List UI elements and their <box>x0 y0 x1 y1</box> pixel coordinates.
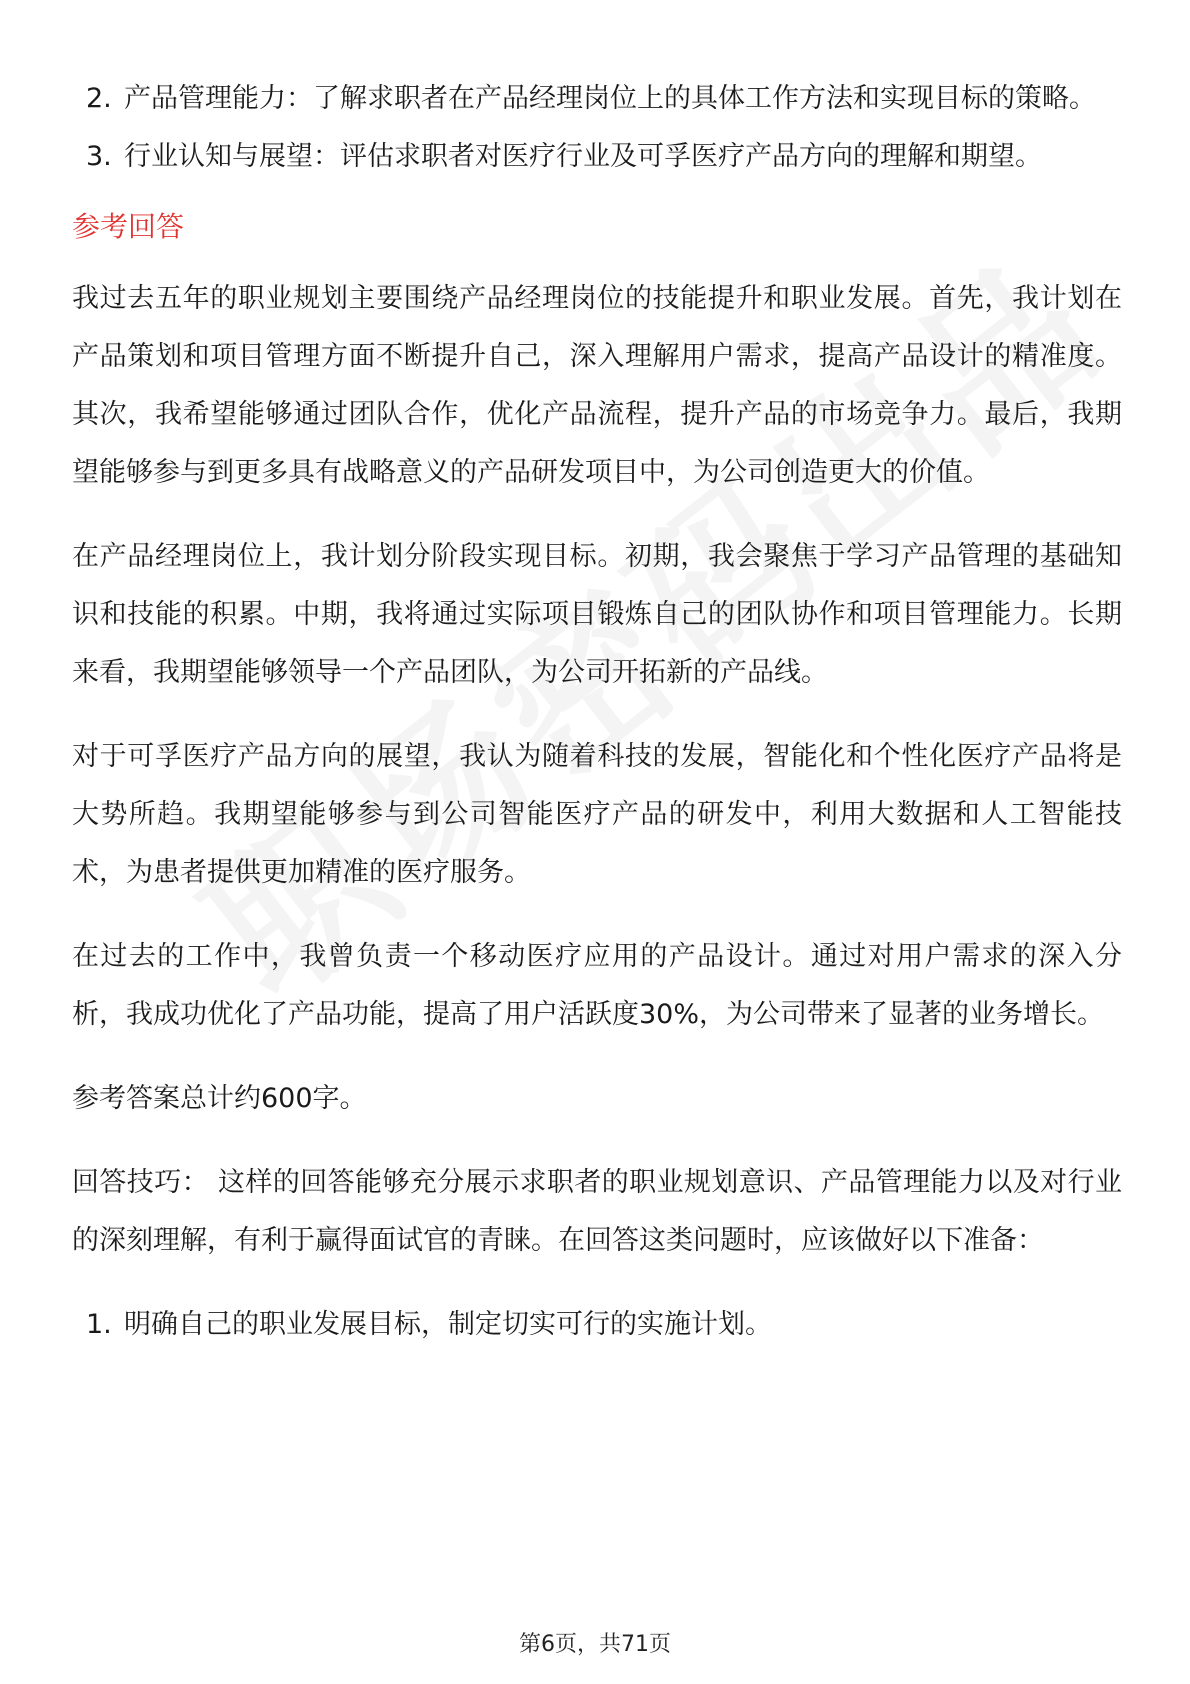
answer-paragraph: 在产品经理岗位上，我计划分阶段实现目标。初期，我会聚焦于学习产品管理的基础知识和技能的积累。中期，我将通过实际项目锻炼自己的团队协作和项目管理能力。长期来看，我期望能够领导一个产品团队，为公司开拓新的产品线。 <box>72 541 1122 688</box>
word-count-note: 参考答案总计约600字。 <box>72 1083 367 1114</box>
list-item-number: 3. <box>86 141 112 172</box>
list-item-text: 明确自己的职业发展目标，制定切实可行的实施计划。 <box>124 1309 772 1340</box>
list-item <box>72 70 1122 128</box>
answer-tips-paragraph: 回答技巧： 这样的回答能够充分展示求职者的职业规划意识、产品管理能力以及对行业的深刻理解，有利于赢得面试官的青睐。在回答这类问题时，应该做好以下准备： <box>72 1167 1122 1256</box>
section-title: 参考回答 <box>72 210 185 243</box>
list-item-text: 行业认知与展望：评估求职者对医疗行业及可孚医疗产品方向的理解和期望。 <box>124 141 1042 172</box>
answer-paragraph: 在过去的工作中，我曾负责一个移动医疗应用的产品设计。通过对用户需求的深入分析，我成功优化了产品功能，提高了用户活跃度30%，为公司带来了显著的业务增长。 <box>72 941 1122 1030</box>
page-content <box>72 70 1122 1354</box>
list-item-number: 2. <box>86 83 112 114</box>
list-item <box>72 1296 1122 1354</box>
page-footer: 第6页，共71页 <box>519 1632 671 1657</box>
answer-paragraph: 我过去五年的职业规划主要围绕产品经理岗位的技能提升和职业发展。首先，我计划在产品策划和项目管理方面不断提升自己，深入理解用户需求，提高产品设计的精准度。其次，我希望能够通过团队合作，优化产品流程，提升产品的市场竞争力。最后，我期望能够参与到更多具有战略意义的产品研发项目中，为公司创造更大的价值。 <box>72 283 1122 488</box>
list-item-number: 1. <box>86 1309 112 1340</box>
answer-paragraph: 对于可孚医疗产品方向的展望，我认为随着科技的发展，智能化和个性化医疗产品将是大势所趋。我期望能够参与到公司智能医疗产品的研发中，利用大数据和人工智能技术，为患者提供更加精准的医疗服务。 <box>72 741 1122 888</box>
list-item-text: 产品管理能力：了解求职者在产品经理岗位上的具体工作方法和实现目标的策略。 <box>124 83 1096 114</box>
bottom-numbered-list <box>72 1296 1122 1354</box>
list-item <box>72 128 1122 186</box>
top-numbered-list <box>72 70 1122 186</box>
